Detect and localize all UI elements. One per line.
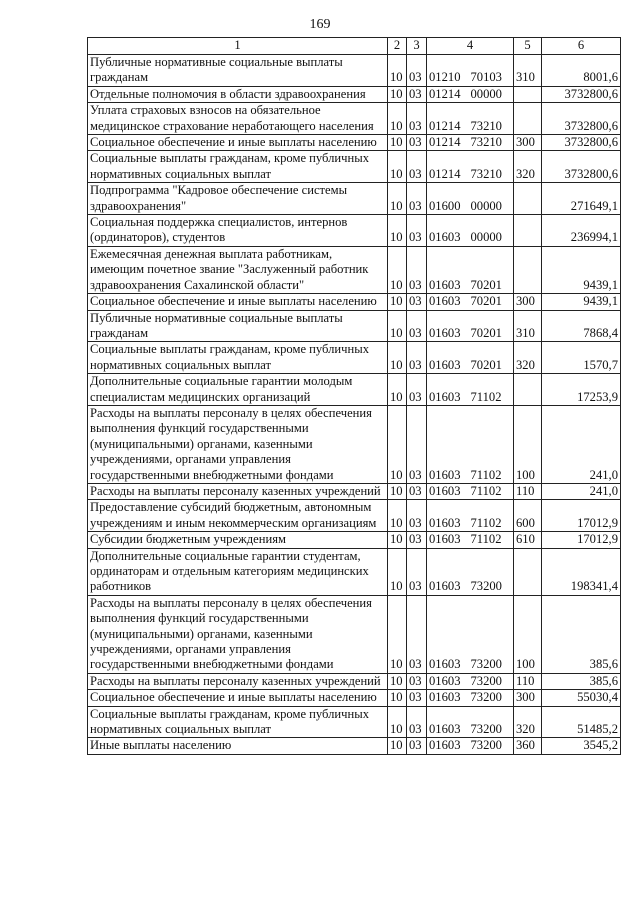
- table-row: [88, 310, 621, 342]
- table-row: [88, 135, 621, 151]
- row-name: Расходы на выплаты персоналу в целях обеспечения выполнения функций государственными (муниципальными) органами, казенными учреждениями, органами управления государственными внебюджетными фондами: [88, 595, 388, 673]
- row-name: Отдельные полномочия в области здравоохранения: [88, 86, 388, 102]
- row-expense-type: [514, 183, 542, 215]
- table-row: [88, 215, 621, 247]
- row-subsection-code: 03: [407, 294, 427, 310]
- row-expense-type: [514, 374, 542, 406]
- row-amount: 7868,4: [542, 310, 621, 342]
- row-expense-type: [514, 548, 542, 595]
- row-target-code: [427, 246, 514, 293]
- row-expense-type: 320: [514, 151, 542, 183]
- row-expense-type: [514, 86, 542, 102]
- table-row: [88, 374, 621, 406]
- row-expense-type: 110: [514, 673, 542, 689]
- table-row: [88, 342, 621, 374]
- row-expense-type: 300: [514, 690, 542, 706]
- row-amount: 9439,1: [542, 246, 621, 293]
- row-subsection-code: 03: [407, 151, 427, 183]
- row-subsection-code: 03: [407, 103, 427, 135]
- table-row: [88, 532, 621, 548]
- row-amount: 241,0: [542, 483, 621, 499]
- row-name: Дополнительные социальные гарантии студентам, ординаторам и отдельным категориям медицинских работников: [88, 548, 388, 595]
- row-subsection-code: 03: [407, 374, 427, 406]
- row-section-code: 10: [388, 86, 407, 102]
- header-col-2: 2: [388, 38, 407, 55]
- row-section-code: 10: [388, 215, 407, 247]
- row-section-code: 10: [388, 548, 407, 595]
- row-name: Ежемесячная денежная выплата работникам, имеющим почетное звание "Заслуженный работник здравоохранения Сахалинской области": [88, 246, 388, 293]
- row-section-code: 10: [388, 500, 407, 532]
- row-amount: 3732800,6: [542, 86, 621, 102]
- row-expense-type: 600: [514, 500, 542, 532]
- table-header-row: [88, 38, 621, 55]
- row-name: Социальное обеспечение и иные выплаты населению: [88, 294, 388, 310]
- row-target-code-item: 73210: [470, 118, 502, 133]
- budget-table: [87, 37, 621, 755]
- row-section-code: 10: [388, 374, 407, 406]
- row-subsection-code: 03: [407, 595, 427, 673]
- row-name: Социальное обеспечение и иные выплаты населению: [88, 690, 388, 706]
- row-expense-type: 320: [514, 342, 542, 374]
- row-target-code-item: 71102: [470, 389, 502, 404]
- header-col-3: 3: [407, 38, 427, 55]
- row-target-code-program: 01603: [429, 467, 461, 482]
- row-target-code-item: 73200: [470, 657, 502, 672]
- row-target-code: [427, 405, 514, 483]
- row-target-code-program: 01600: [429, 198, 461, 213]
- row-subsection-code: 03: [407, 548, 427, 595]
- page-number: 169: [309, 17, 331, 32]
- row-target-code-item: 71102: [470, 483, 502, 498]
- row-name: Субсидии бюджетным учреждениям: [88, 532, 388, 548]
- row-target-code: [427, 151, 514, 183]
- table-row: [88, 103, 621, 135]
- row-target-code-item: 73210: [470, 135, 502, 150]
- table-row: [88, 673, 621, 689]
- table-row: [88, 405, 621, 483]
- row-section-code: 10: [388, 690, 407, 706]
- header-col-1: 1: [88, 38, 388, 55]
- row-expense-type: 100: [514, 405, 542, 483]
- row-target-code: [427, 532, 514, 548]
- row-name: Уплата страховых взносов на обязательное медицинское страхование неработающего населения: [88, 103, 388, 135]
- row-section-code: 10: [388, 738, 407, 754]
- row-section-code: 10: [388, 103, 407, 135]
- row-subsection-code: 03: [407, 135, 427, 151]
- row-target-code-item: 00000: [470, 198, 502, 213]
- header-col-5: 5: [514, 38, 542, 55]
- row-name: Расходы на выплаты персоналу казенных учреждений: [88, 673, 388, 689]
- row-section-code: 10: [388, 706, 407, 738]
- row-target-code-item: 70201: [470, 294, 502, 309]
- table-row: [88, 294, 621, 310]
- row-target-code-item: 73200: [470, 738, 502, 753]
- row-subsection-code: 03: [407, 86, 427, 102]
- row-subsection-code: 03: [407, 215, 427, 247]
- row-subsection-code: 03: [407, 738, 427, 754]
- row-target-code-item: 71102: [470, 532, 502, 547]
- row-amount: 17253,9: [542, 374, 621, 406]
- row-section-code: 10: [388, 294, 407, 310]
- row-section-code: 10: [388, 55, 407, 87]
- row-expense-type: 300: [514, 294, 542, 310]
- row-amount: 3732800,6: [542, 103, 621, 135]
- row-target-code: [427, 374, 514, 406]
- row-subsection-code: 03: [407, 532, 427, 548]
- row-subsection-code: 03: [407, 690, 427, 706]
- row-target-code-program: 01214: [429, 86, 461, 101]
- row-expense-type: 100: [514, 595, 542, 673]
- row-subsection-code: 03: [407, 310, 427, 342]
- row-expense-type: 110: [514, 483, 542, 499]
- row-expense-type: 300: [514, 135, 542, 151]
- row-target-code-item: 73200: [470, 579, 502, 594]
- row-amount: 17012,9: [542, 500, 621, 532]
- row-target-code-item: 70201: [470, 325, 502, 340]
- table-row: [88, 706, 621, 738]
- row-target-code: [427, 738, 514, 754]
- row-target-code-program: 01603: [429, 357, 461, 372]
- row-target-code-program: 01603: [429, 738, 461, 753]
- row-target-code: [427, 310, 514, 342]
- table-row: [88, 483, 621, 499]
- row-section-code: 10: [388, 310, 407, 342]
- row-section-code: 10: [388, 405, 407, 483]
- row-target-code-program: 01214: [429, 135, 461, 150]
- row-target-code-program: 01603: [429, 657, 461, 672]
- row-target-code: [427, 690, 514, 706]
- row-target-code-program: 01603: [429, 579, 461, 594]
- row-target-code-item: 73200: [470, 722, 502, 737]
- row-amount: 8001,6: [542, 55, 621, 87]
- header-col-6: 6: [542, 38, 621, 55]
- row-subsection-code: 03: [407, 183, 427, 215]
- row-target-code: [427, 595, 514, 673]
- row-name: Социальные выплаты гражданам, кроме публичных нормативных социальных выплат: [88, 706, 388, 738]
- row-target-code-program: 01603: [429, 673, 461, 688]
- row-subsection-code: 03: [407, 246, 427, 293]
- row-amount: 55030,4: [542, 690, 621, 706]
- row-target-code-item: 71102: [470, 467, 502, 482]
- row-section-code: 10: [388, 483, 407, 499]
- row-target-code-program: 01603: [429, 690, 461, 705]
- row-target-code-item: 73200: [470, 690, 502, 705]
- table-body: [88, 55, 621, 755]
- row-name: Социальные выплаты гражданам, кроме публичных нормативных социальных выплат: [88, 342, 388, 374]
- row-amount: 3732800,6: [542, 151, 621, 183]
- row-name: Расходы на выплаты персоналу в целях обеспечения выполнения функций государственными (муниципальными) органами, казенными учреждениями, органами управления государственными внебюджетными фондами: [88, 405, 388, 483]
- row-target-code: [427, 500, 514, 532]
- row-section-code: 10: [388, 246, 407, 293]
- row-amount: 241,0: [542, 405, 621, 483]
- row-section-code: 10: [388, 135, 407, 151]
- table-row: [88, 548, 621, 595]
- row-expense-type: 360: [514, 738, 542, 754]
- row-expense-type: 610: [514, 532, 542, 548]
- row-amount: 51485,2: [542, 706, 621, 738]
- row-target-code-program: 01603: [429, 389, 461, 404]
- row-subsection-code: 03: [407, 55, 427, 87]
- row-target-code-program: 01603: [429, 325, 461, 340]
- row-amount: 3545,2: [542, 738, 621, 754]
- row-target-code-item: 71102: [470, 515, 502, 530]
- row-name: Подпрограмма "Кадровое обеспечение системы здравоохранения": [88, 183, 388, 215]
- row-target-code-item: 73210: [470, 166, 502, 181]
- row-amount: 385,6: [542, 673, 621, 689]
- row-name: Иные выплаты населению: [88, 738, 388, 754]
- row-subsection-code: 03: [407, 706, 427, 738]
- row-target-code: [427, 103, 514, 135]
- table-row: [88, 183, 621, 215]
- row-expense-type: [514, 103, 542, 135]
- row-name: Социальные выплаты гражданам, кроме публичных нормативных социальных выплат: [88, 151, 388, 183]
- row-target-code: [427, 342, 514, 374]
- row-amount: 3732800,6: [542, 135, 621, 151]
- row-section-code: 10: [388, 673, 407, 689]
- row-expense-type: 310: [514, 55, 542, 87]
- row-section-code: 10: [388, 595, 407, 673]
- row-expense-type: [514, 215, 542, 247]
- row-target-code-program: 01603: [429, 294, 461, 309]
- row-target-code: [427, 294, 514, 310]
- row-name: Публичные нормативные социальные выплаты гражданам: [88, 55, 388, 87]
- row-target-code-item: 70201: [470, 357, 502, 372]
- row-section-code: 10: [388, 532, 407, 548]
- table-row: [88, 690, 621, 706]
- row-target-code-program: 01603: [429, 483, 461, 498]
- row-name: Публичные нормативные социальные выплаты гражданам: [88, 310, 388, 342]
- row-target-code-item: 73200: [470, 673, 502, 688]
- row-expense-type: [514, 246, 542, 293]
- row-target-code-item: 70201: [470, 277, 502, 292]
- table-row: [88, 151, 621, 183]
- row-section-code: 10: [388, 151, 407, 183]
- row-target-code: [427, 215, 514, 247]
- table-row: [88, 246, 621, 293]
- row-target-code-program: 01214: [429, 118, 461, 133]
- row-target-code-program: 01603: [429, 722, 461, 737]
- row-subsection-code: 03: [407, 673, 427, 689]
- row-target-code: [427, 55, 514, 87]
- header-col-4: 4: [427, 38, 514, 55]
- row-subsection-code: 03: [407, 405, 427, 483]
- row-amount: 271649,1: [542, 183, 621, 215]
- row-target-code: [427, 483, 514, 499]
- row-target-code-program: 01603: [429, 230, 461, 245]
- row-target-code-item: 70103: [470, 70, 502, 85]
- row-amount: 236994,1: [542, 215, 621, 247]
- row-target-code: [427, 86, 514, 102]
- row-target-code-item: 00000: [470, 230, 502, 245]
- row-amount: 1570,7: [542, 342, 621, 374]
- row-name: Предоставление субсидий бюджетным, автономным учреждениям и иным некоммерческим организациям: [88, 500, 388, 532]
- row-target-code-program: 01214: [429, 166, 461, 181]
- table-row: [88, 86, 621, 102]
- row-expense-type: 320: [514, 706, 542, 738]
- row-expense-type: 310: [514, 310, 542, 342]
- table-row: [88, 738, 621, 754]
- row-name: Расходы на выплаты персоналу казенных учреждений: [88, 483, 388, 499]
- row-target-code-item: 00000: [470, 86, 502, 101]
- row-subsection-code: 03: [407, 342, 427, 374]
- row-section-code: 10: [388, 183, 407, 215]
- row-amount: 17012,9: [542, 532, 621, 548]
- row-subsection-code: 03: [407, 500, 427, 532]
- row-amount: 385,6: [542, 595, 621, 673]
- table-row: [88, 500, 621, 532]
- row-target-code-program: 01603: [429, 277, 461, 292]
- row-target-code: [427, 548, 514, 595]
- row-name: Дополнительные социальные гарантии молодым специалистам медицинских организаций: [88, 374, 388, 406]
- table-row: [88, 55, 621, 87]
- row-target-code: [427, 673, 514, 689]
- row-amount: 198341,4: [542, 548, 621, 595]
- row-target-code: [427, 183, 514, 215]
- row-target-code-program: 01603: [429, 515, 461, 530]
- row-target-code: [427, 706, 514, 738]
- row-target-code: [427, 135, 514, 151]
- row-name: Социальное обеспечение и иные выплаты населению: [88, 135, 388, 151]
- table-row: [88, 595, 621, 673]
- row-target-code-program: 01210: [429, 70, 461, 85]
- row-subsection-code: 03: [407, 483, 427, 499]
- row-target-code-program: 01603: [429, 532, 461, 547]
- row-section-code: 10: [388, 342, 407, 374]
- row-name: Социальная поддержка специалистов, интернов (ординаторов), студентов: [88, 215, 388, 247]
- row-amount: 9439,1: [542, 294, 621, 310]
